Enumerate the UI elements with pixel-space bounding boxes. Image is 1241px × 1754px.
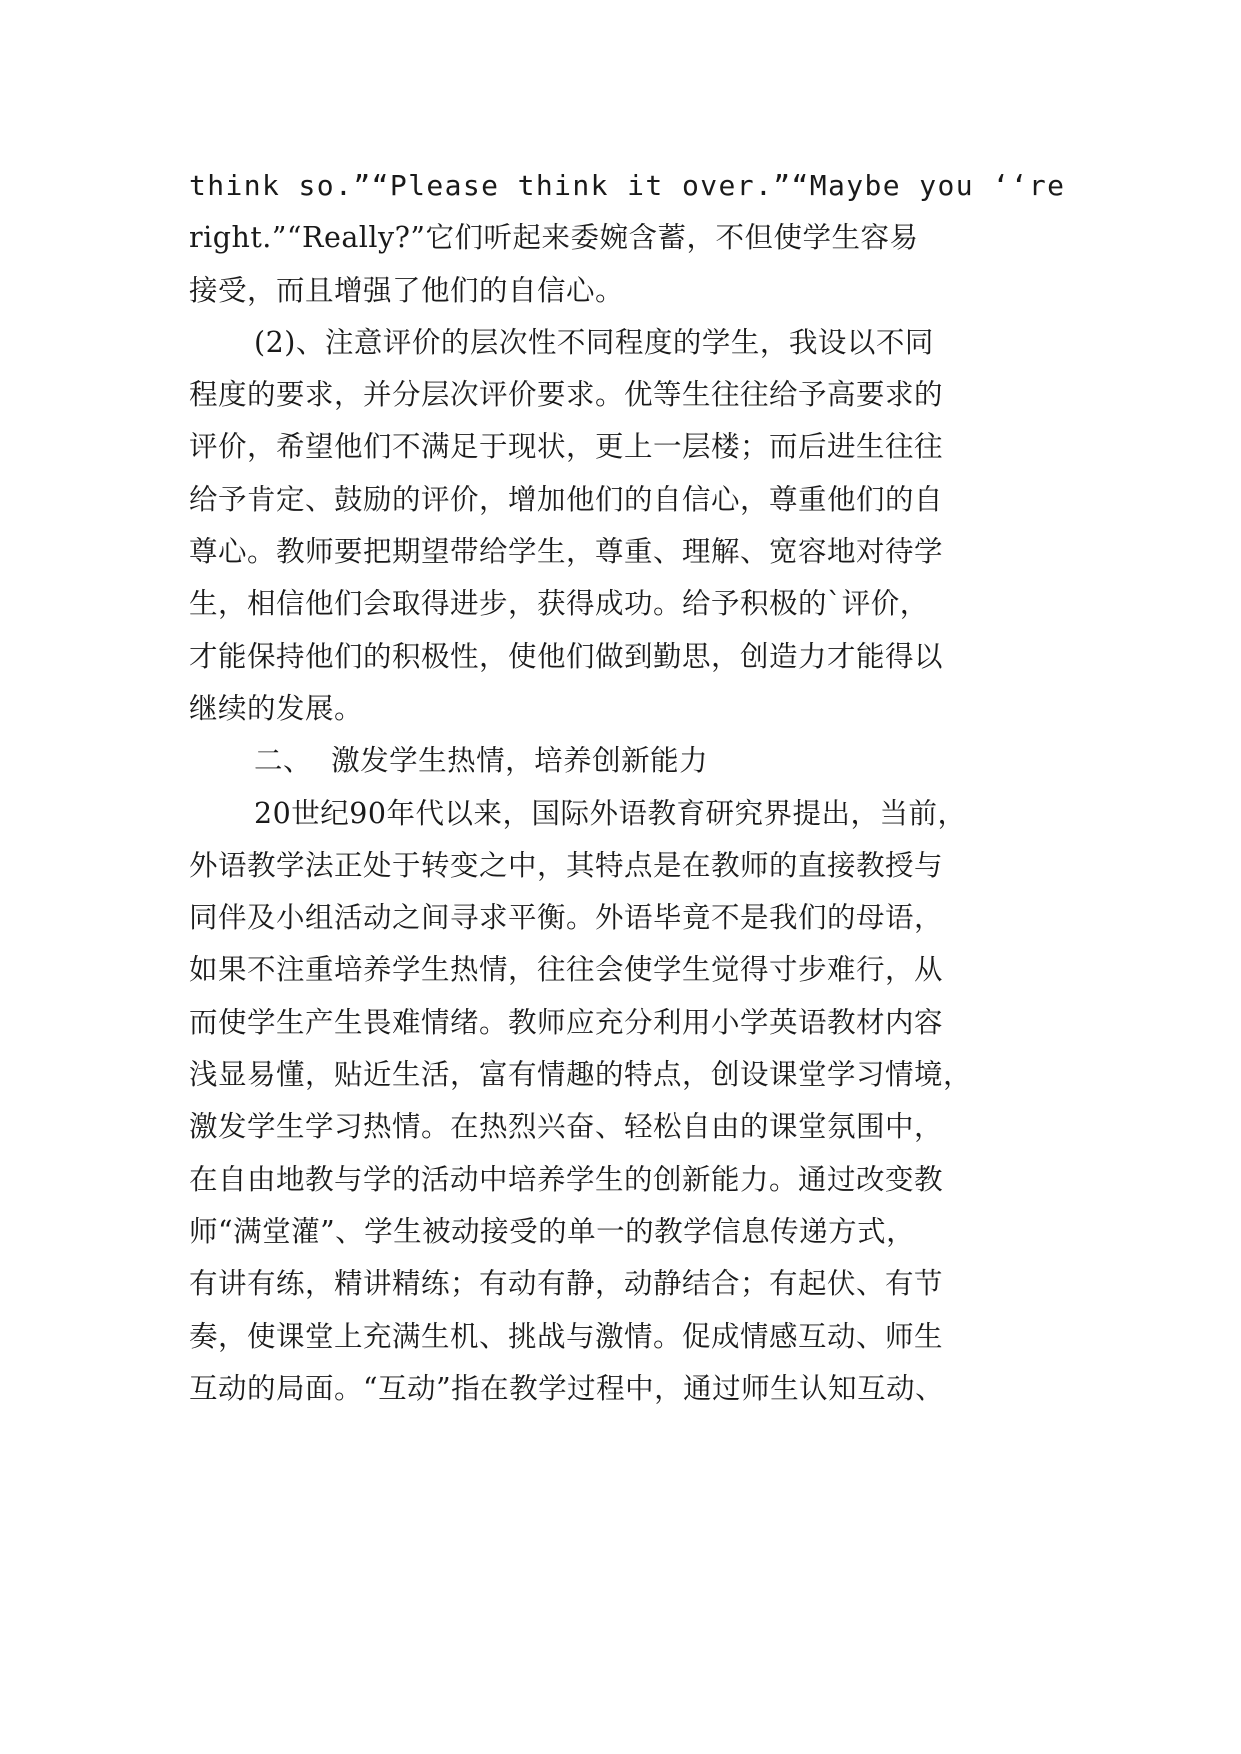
text-line: 互动的局面。“互动”指在教学过程中，通过师生认知互动、 bbox=[189, 1371, 945, 1405]
text-line: 生，相信他们会取得进步，获得成功。给予积极的`评价， bbox=[189, 587, 929, 621]
text-line: think so.”“Please think it over.”“Maybe you ‘‘re bbox=[189, 169, 1066, 202]
text-line: 浅显易懂，贴近生活，富有情趣的特点，创设课堂学习情境， bbox=[189, 1058, 973, 1092]
text-line: 接受，而且增强了他们的自信心。 bbox=[189, 273, 625, 307]
text-line: 才能保持他们的积极性，使他们做到勤思，创造力才能得以 bbox=[189, 639, 944, 673]
text-line: 继续的发展。 bbox=[189, 691, 364, 725]
text-line: 而使学生产生畏难情绪。教师应充分利用小学英语教材内容 bbox=[189, 1005, 944, 1039]
text-line: 在自由地教与学的活动中培养学生的创新能力。通过改变教 bbox=[189, 1162, 944, 1196]
paragraph-start-line: (2)、注意评价的层次性不同程度的学生，我设以不同 bbox=[254, 325, 934, 359]
text-line: 激发学生学习热情。在热烈兴奋、轻松自由的课堂氛围中， bbox=[189, 1110, 944, 1144]
text-line: 评价，希望他们不满足于现状，更上一层楼；而后进生往往 bbox=[189, 430, 944, 464]
text-line: 给予肯定、鼓励的评价，增加他们的自信心，尊重他们的自 bbox=[189, 482, 944, 516]
text-line: 外语教学法正处于转变之中，其特点是在教师的直接教授与 bbox=[189, 848, 944, 882]
text-line: 同伴及小组活动之间寻求平衡。外语毕竟不是我们的母语， bbox=[189, 901, 944, 935]
text-line: 师“满堂灌”、学生被动接受的单一的教学信息传递方式， bbox=[189, 1214, 916, 1248]
text-line: 尊心。教师要把期望带给学生，尊重、理解、宽容地对待学 bbox=[189, 535, 944, 569]
paragraph-start-line: 20世纪90年代以来，国际外语教育研究界提出，当前， bbox=[254, 796, 967, 830]
text-line: 奏，使课堂上充满生机、挑战与激情。促成情感互动、师生 bbox=[189, 1319, 944, 1353]
text-line: 如果不注重培养学生热情，往往会使学生觉得寸步难行，从 bbox=[189, 953, 944, 987]
section-heading: 二、 激发学生热情，培养创新能力 bbox=[254, 744, 709, 778]
document-body bbox=[189, 160, 1066, 1415]
text-line: right.”“Really?”它们听起来委婉含蓄，不但使学生容易 bbox=[189, 221, 919, 255]
text-line: 程度的要求，并分层次评价要求。优等生往往给予高要求的 bbox=[189, 378, 944, 412]
text-line: 有讲有练，精讲精练；有动有静，动静结合；有起伏、有节 bbox=[189, 1267, 944, 1301]
